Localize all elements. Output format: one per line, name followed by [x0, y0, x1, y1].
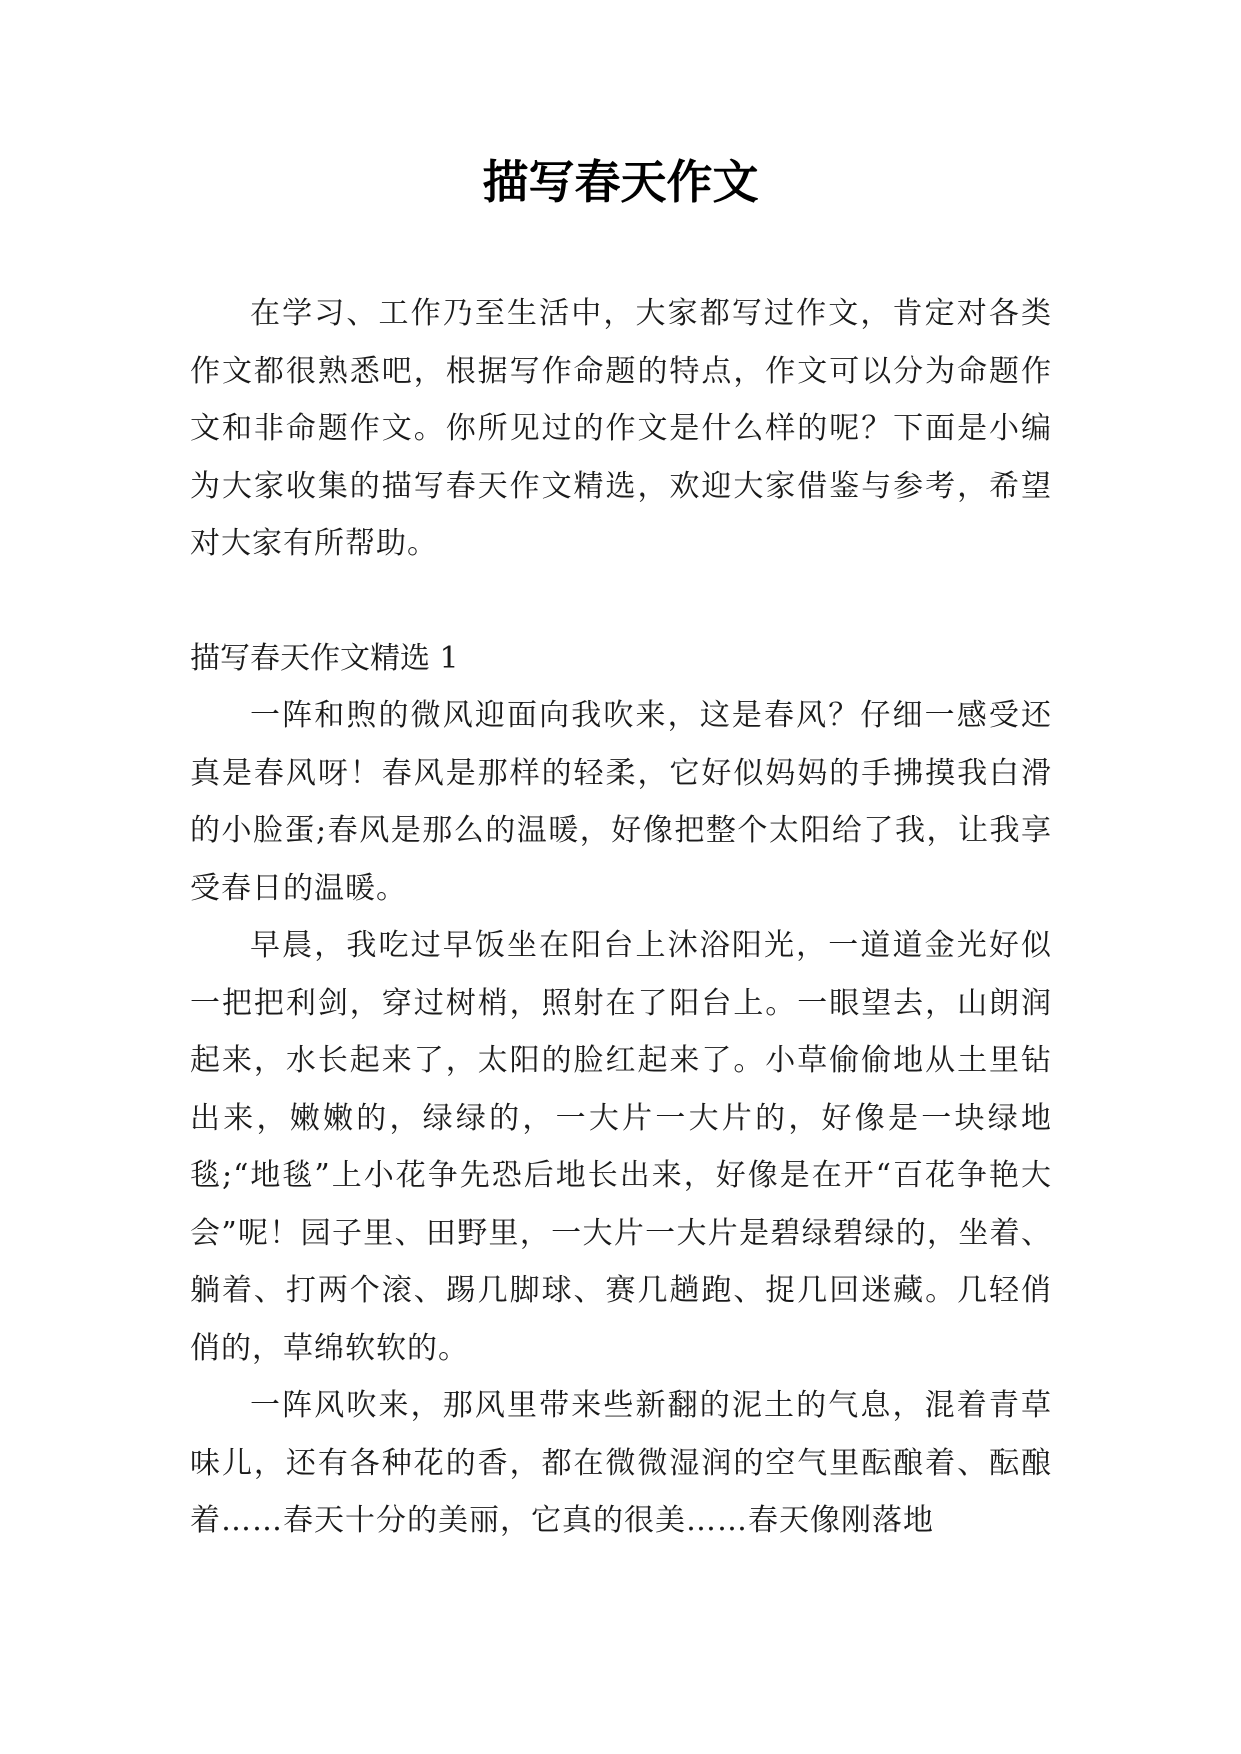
section-heading: 描写春天作文精选 1	[190, 640, 459, 676]
document-body	[190, 285, 1052, 1550]
body-paragraph-3: 一阵风吹来，那风里带来些新翻的泥土的气息，混着青草味儿，还有各种花的香，都在微微湿润的空气里酝酿着、酝酿着……春天十分的美丽，它真的很美……春天像刚落地	[190, 1388, 1052, 1538]
body-paragraph-1: 一阵和煦的微风迎面向我吹来，这是春风？仔细一感受还真是春风呀！春风是那样的轻柔，它好似妈妈的手拂摸我白滑的小脸蛋;春风是那么的温暖，好像把整个太阳给了我，让我享受春日的温暖。	[190, 698, 1052, 906]
document-title: 描写春天作文	[482, 155, 759, 209]
intro-paragraph: 在学习、工作乃至生活中，大家都写过作文，肯定对各类作文都很熟悉吧，根据写作命题的特点，作文可以分为命题作文和非命题作文。你所见过的作文是什么样的呢？下面是小编为大家收集的描写春天作文精选，欢迎大家借鉴与参考，希望对大家有所帮助。	[190, 296, 1052, 561]
body-paragraph-2: 早晨，我吃过早饭坐在阳台上沐浴阳光，一道道金光好似一把把利剑，穿过树梢，照射在了阳台上。一眼望去，山朗润起来，水长起来了，太阳的脸红起来了。小草偷偷地从土里钻出来，嫩嫩的，绿绿的，一大片一大片的，好像是一块绿地毯;“地毯”上小花争先恐后地长出来，好像是在开“百花争艳大会”呢！园子里、田野里，一大片一大片是碧绿碧绿的，坐着、躺着、打两个滚、踢几脚球、赛几趟跑、捉几回迷藏。几轻俏俏的，草绵软软的。	[190, 928, 1052, 1366]
